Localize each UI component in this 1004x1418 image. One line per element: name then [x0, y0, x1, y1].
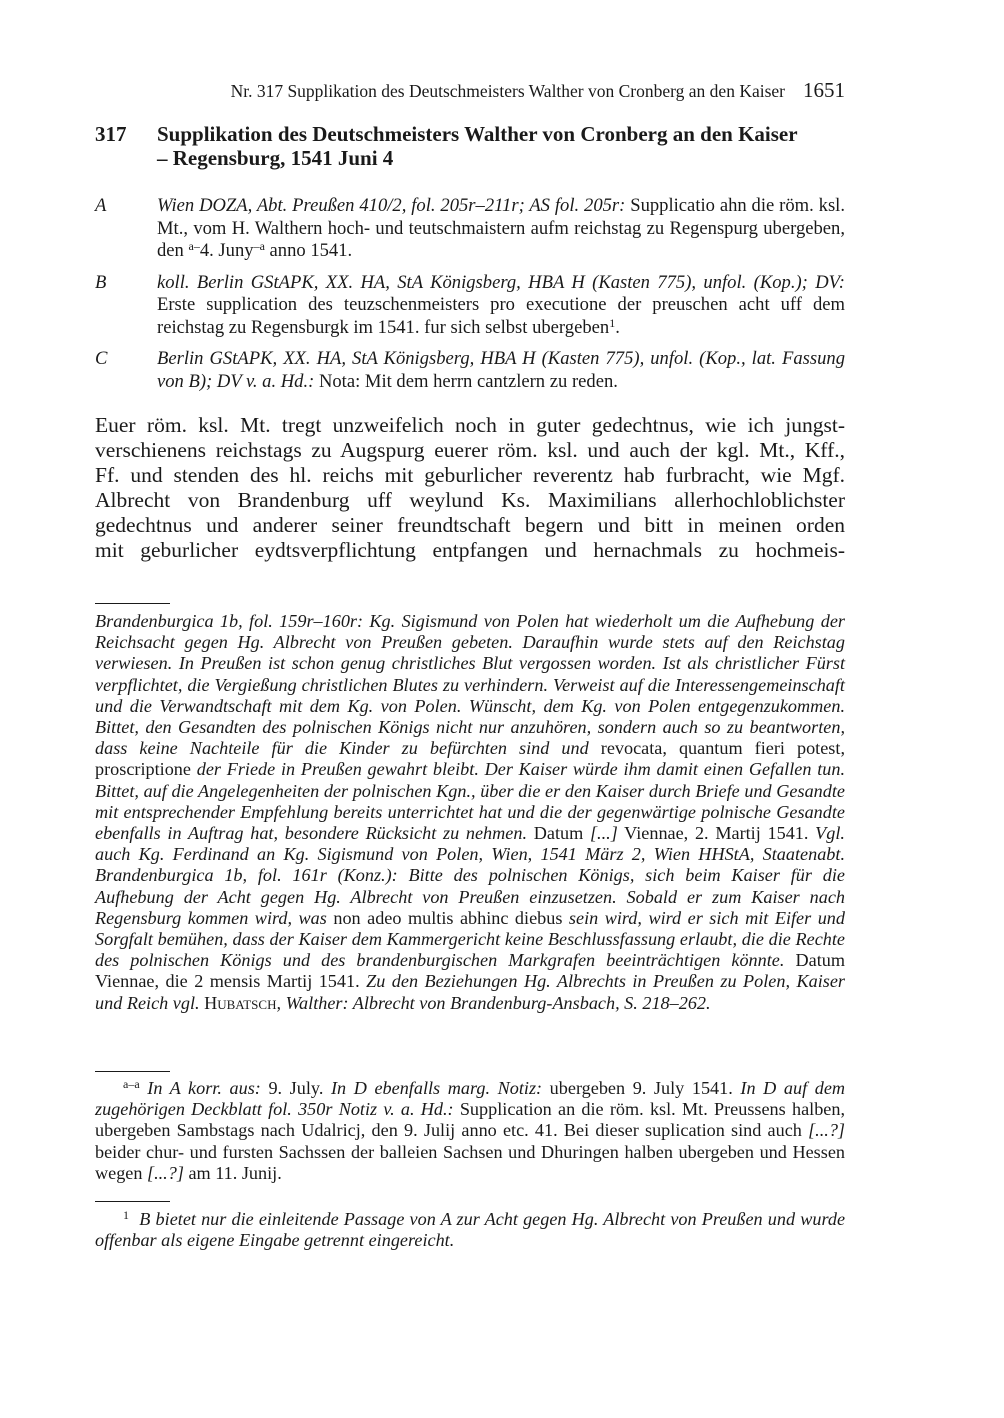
- variant-text: 9. July.: [260, 1078, 331, 1098]
- footnote-mark: 1: [609, 315, 616, 330]
- variant-text: beider chur- und fursten Sachssen der balleien Sachsen und Dhuringen halben ubergeben und Hessen wegen: [95, 1141, 845, 1183]
- page-number: 1651: [803, 78, 845, 102]
- variant-italic: In D ebenfalls marg. Notiz:: [330, 1078, 543, 1098]
- source-reference: koll. Berlin GStAPK, XX. HA, StA Königsberg, HBA H (Kasten 775), unfol. (Kop.); DV:: [157, 271, 845, 293]
- commentary-italic: sein wird, wird er sich mit Eifer und Sorgfalt bemühen, dass der Kaiser dem Kammergericht keine Beschlussfassung erlaubt, die die Rechte des polnischen Königs und des brandenburgischen Markgrafen beeinträchtigen könnte.: [95, 907, 845, 971]
- commentary-quote: revocata, quantum fieri potest, proscriptione: [95, 738, 845, 780]
- commentary-italic: , Walther: Albrecht von Brandenburg-Ansbach, S. 218–262.: [276, 992, 711, 1013]
- main-text-line: verschienens reichstags zu Augspurg euerer röm. ksl. und auch der kgl. Mt., Kff.,: [95, 438, 845, 462]
- source-text: 4. Juny: [199, 240, 254, 261]
- footnote-rule: [95, 1201, 170, 1202]
- source-text: anno 1541.: [264, 240, 353, 261]
- footnote-label: 1: [123, 1208, 129, 1222]
- main-text-line: mit geburlicher eydtsverpflichtung entpfangen und hernachmals zu hochmeis-: [95, 538, 845, 562]
- variant-label: a–a: [123, 1077, 140, 1091]
- footnote-text: B bietet nur die einleitende Passage von A zur Acht gegen Hg. Albrecht von Preußen und wurde offenbar als eigene Eingabe getrennt eingereicht.: [95, 1209, 846, 1251]
- running-head: [95, 78, 845, 106]
- commentary-italic: [...]: [589, 823, 618, 844]
- document-number: 317: [95, 122, 127, 146]
- variant-mark: a–: [188, 239, 200, 253]
- variant-text: am 11. Junij.: [183, 1162, 282, 1183]
- commentary-italic: Brandenburgica 1b, fol. 159r–160r: Kg. Sigismund von Polen hat wiederholt um die Aufhebung der Reichsacht gegen Hg. Albrecht von Preußen gebeten. Daraufhin wurde stets auf den Reichstag verwiesen. In Preußen ist schon genug christliches Blut vergossen worden. Ist als christlicher Fürst verpflichtet, die Vergießung christlichen Blutes zu verhindern. Verweist auf die Interessengemeinschaft und die Verwandtschaft mit dem Kg. von Polen. Wünscht, dem Kg. von Polen entgegenzukommen. Bittet, den Gesandten des polnischen Königs nicht nur anzuhören, sondern auch so zu beantworten, dass keine Nachteile für die Kinder zu befürchten sind und: [95, 611, 845, 759]
- commentary-italic: der Friede in Preußen gewahrt bleibt. Der Kaiser würde ihm damit einen Gefallen tun. Bittet, auf die Angelegenheiten der polnischen Kgn., über die er den Kaiser durch Briefe und Gesandte mit entsprechender Empfehlung bereits unterrichtet hat und die der gegenwärtige polnische Gesandte ebenfalls in Auftrag hat, besondere Rücksicht zu nehmen.: [95, 759, 845, 844]
- source-text: .: [615, 316, 620, 338]
- variant-italic: [...?]: [147, 1162, 184, 1183]
- source-description: [157, 348, 845, 393]
- variant-italic: In A korr. aus:: [139, 1078, 261, 1098]
- source-reference: Berlin GStAPK, XX. HA, StA Königsberg, HBA H (Kasten 775), unfol. (Kop., lat. Fassung von B); DV v. a. Hd.:: [157, 348, 845, 392]
- commentary-quote: Viennae, 2. Martij 1541.: [617, 823, 816, 844]
- commentary-quote: Datum Viennae, die 2 mensis Martij 1541.: [95, 950, 845, 992]
- variant-italic: In D auf dem zugehörigen Deckblatt fol. 350r Notiz v. a. Hd.:: [95, 1078, 846, 1120]
- source-entry: [95, 195, 845, 263]
- document-title-line: – Regensburg, 1541 Juni 4: [157, 146, 394, 170]
- source-list: [95, 195, 845, 402]
- source-entry: [95, 348, 845, 393]
- commentary-rule: [95, 603, 170, 604]
- commentary-italic: Zu den Beziehungen Hg. Albrechts in Preußen zu Polen, Kaiser und Reich vgl.: [95, 971, 846, 1013]
- source-description: [157, 195, 845, 263]
- main-text: [95, 413, 845, 563]
- commentary-italic: Vgl. auch Kg. Ferdinand an Kg. Sigismund von Polen, Wien, 1541 März 2, Wien HHStA, Staatenabt. Brandenburgica 1b, fol. 161r (Konz.): Bitte des polnischen Königs, sich beim Kaiser für die Aufhebung der Acht gegen Hg. Albrecht von Preußen einzusetzen. Sobald er zum Kaiser nach Regensburg kommen wird, was: [95, 823, 845, 928]
- document-title: [157, 122, 845, 170]
- source-text: Erste supplication des teuzschenmeisters pro executione der preuschen acht uff dem reichstag zu Regensburgk im 1541. fur sich selbst ubergeben: [157, 294, 845, 338]
- variant-mark: –a: [253, 239, 265, 253]
- commentary-author: Hubatsch: [204, 992, 277, 1013]
- variant-rule: [95, 1071, 170, 1072]
- commentary-quote: Datum: [527, 823, 590, 844]
- source-text: Supplicatio ahn die röm. ksl. Mt., vom H. Walthern hoch- und teutschmaistern aufm reichstag zu Regenspurg ubergeben, den: [157, 195, 845, 261]
- variant-note: [95, 1078, 845, 1184]
- variant-text: ubergeben 9. July 1541.: [542, 1078, 741, 1098]
- source-text: Nota: Mit dem herrn cantzlern zu reden.: [314, 370, 618, 392]
- commentary: [95, 611, 845, 1014]
- source-siglum: B: [95, 271, 107, 293]
- main-text-line: Euer röm. ksl. Mt. tregt unzweifelich noch in guter gedechtnus, wie ich jungst-: [95, 413, 845, 437]
- main-text-line: gedechtnus und anderer seiner freundtschaft begern und bitt in meinen orden: [95, 513, 845, 537]
- commentary-quote: non adeo multis abhinc diebus: [326, 907, 569, 928]
- footnote: [95, 1209, 845, 1251]
- variant-italic: [...?]: [808, 1120, 845, 1141]
- source-entry: [95, 272, 845, 340]
- main-text-line: Albrecht von Brandenburg uff weylund Ks. Maximilians allerhochloblichster: [95, 488, 845, 512]
- source-siglum: C: [95, 348, 108, 369]
- source-description: [157, 272, 845, 340]
- main-text-line: Ff. und stenden des hl. reichs mit geburlicher reverentz hab furbracht, wie Mgf.: [95, 463, 845, 487]
- running-head-title: Nr. 317 Supplikation des Deutschmeisters Walther von Cronberg an den Kaiser: [230, 81, 785, 101]
- source-reference: Wien DOZA, Abt. Preußen 410/2, fol. 205r–211r; AS fol. 205r:: [157, 195, 626, 216]
- variant-text: Supplication an die röm. ksl. Mt. Preussens halben, ubergeben Sambstags nach Udalricj, den 9. Julij anno etc. 41. Bei dieser suplication sind auch: [95, 1099, 845, 1141]
- document-title-line: Supplikation des Deutschmeisters Walther von Cronberg an den Kaiser: [157, 122, 798, 146]
- source-siglum: A: [95, 195, 107, 216]
